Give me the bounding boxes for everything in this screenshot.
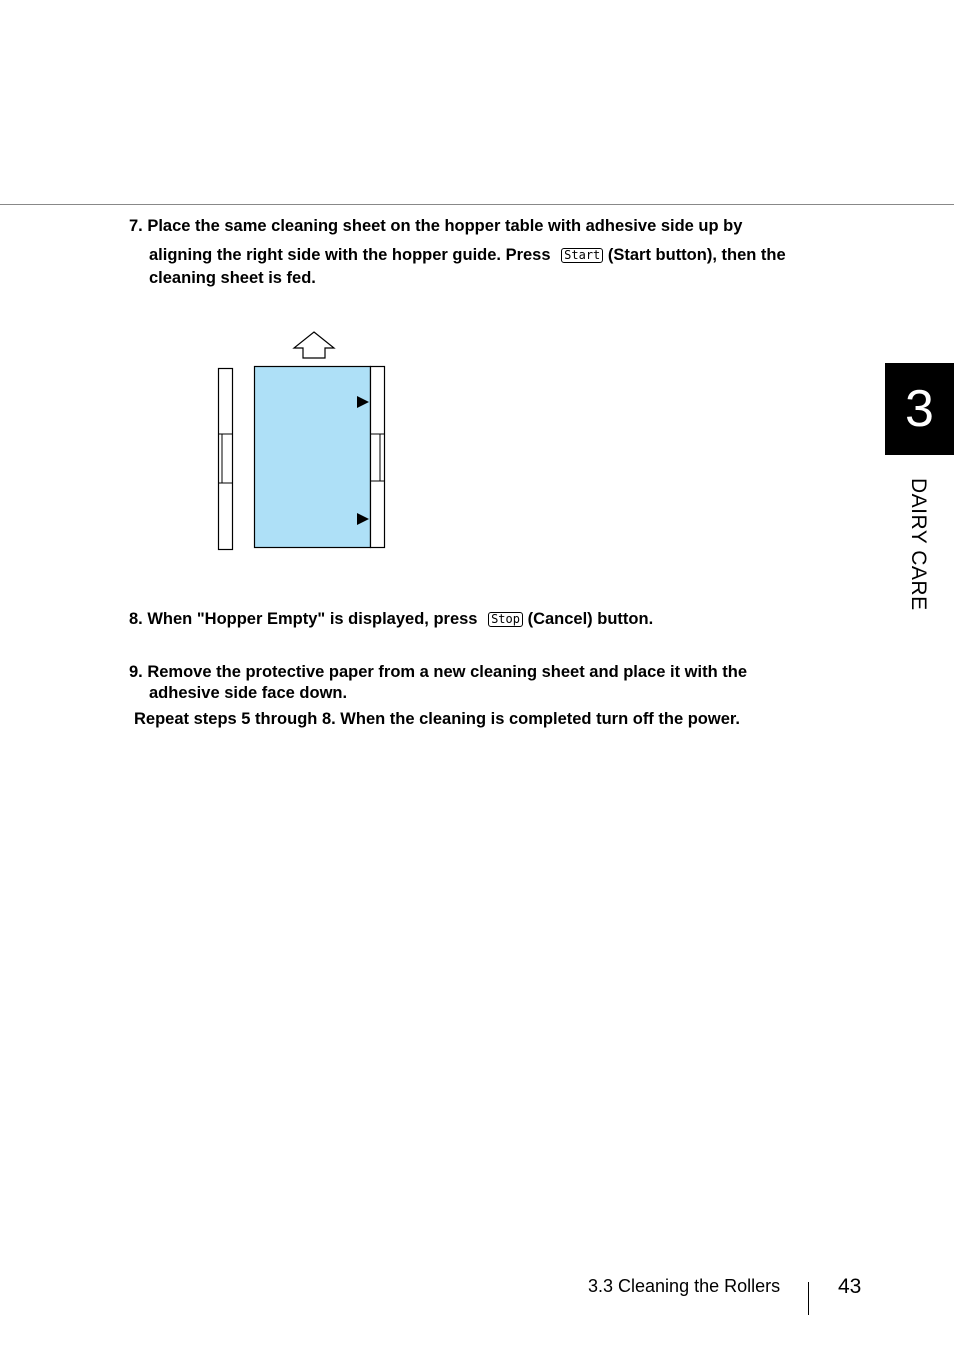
repeat-note: Repeat steps 5 through 8. When the cleaning is completed turn off the power.	[134, 710, 740, 728]
step-8-text: 8. When "Hopper Empty" is displayed, press	[129, 610, 478, 628]
step-7-line-2	[149, 245, 786, 265]
step-8-line	[129, 609, 653, 629]
chapter-label: DAIRY CARE	[907, 478, 930, 611]
cleaning-sheet	[255, 367, 371, 548]
step-7-start-text: (Start button), then the	[607, 246, 786, 264]
feed-direction-arrow-icon	[294, 332, 334, 358]
step-7-press-text: aligning the right side with the hopper guide. Press	[149, 246, 551, 264]
start-key-icon: Start	[561, 248, 603, 263]
left-hopper-guide	[219, 369, 233, 550]
footer-divider	[808, 1282, 809, 1315]
footer-section-title: 3.3 Cleaning the Rollers	[588, 1276, 781, 1296]
step-8-cancel-text: (Cancel) button.	[527, 610, 654, 628]
right-hopper-guide	[371, 367, 385, 548]
step-7-line-1: 7. Place the same cleaning sheet on the hopper table with adhesive side up by	[129, 217, 743, 235]
page-number: 43	[838, 1275, 862, 1298]
step-9-line-2: adhesive side face down.	[149, 684, 348, 702]
step-9-line-1: 9. Remove the protective paper from a new cleaning sheet and place it with the	[129, 663, 747, 681]
stop-key-icon: Stop	[488, 612, 523, 627]
step-7-line-3: cleaning sheet is fed.	[149, 269, 316, 287]
chapter-tab	[885, 363, 954, 455]
chapter-number: 3	[905, 380, 934, 438]
hopper-diagram	[214, 328, 394, 554]
header-rule	[0, 204, 954, 205]
